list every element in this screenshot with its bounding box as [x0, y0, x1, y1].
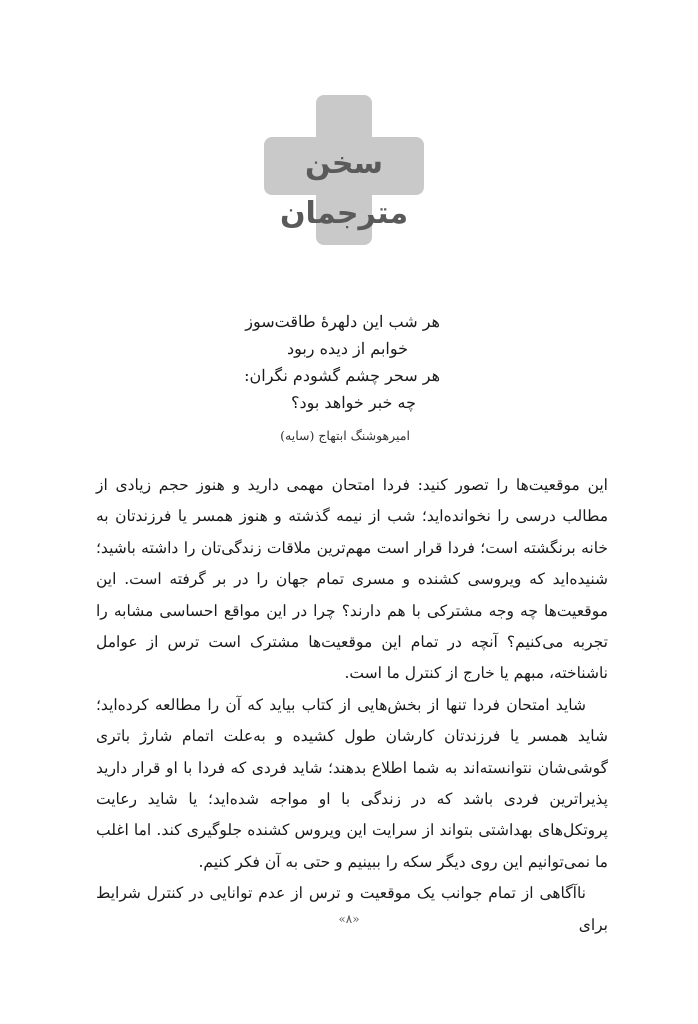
poem-line: هر سحر چشم گشودم نگران: [244, 366, 440, 385]
page-number: «۸» [338, 912, 360, 926]
page-title: سخن مترجمان [279, 146, 409, 231]
poem-line: خوابم از دیده ربود [286, 339, 408, 358]
body-text [96, 470, 608, 941]
poem [140, 308, 440, 416]
paragraph: ناآگاهی از تمام جوانب یک موقعیت و ترس از عدم توانایی در کنترل شرایط برای [96, 884, 608, 934]
poem-line: هر شب این دلهرهٔ طاقت‌سوز [245, 312, 440, 331]
paragraph: این موقعیت‌ها را تصور کنید: فردا امتحان مهمی دارید و هنوز حجم زیادی از مطالب درسی را نخوانده‌اید؛ شب از نیمه گذشته و هنوز همسر یا فرزندتان به خانه برنگشته است؛ فردا قرار است مهم‌ترین ملاقات زندگی‌تان را داشته باشید؛ شنیده‌اید که ویروسی کشنده و مسری تمام جهان را در بر گرفته است. این موقعیت‌ها چه وجه مشترکی با هم دارند؟ چرا در این مواقع احساسی مشابه را تجربه می‌کنیم؟ آنچه در تمام این موقعیت‌ها مشترک است ترس از عوامل ناشناخته، مبهم یا خارج از کنترل ما است. [96, 476, 608, 683]
paragraph: شاید امتحان فردا تنها از بخش‌هایی از کتاب بیاید که آن را مطالعه کرده‌اید؛ شاید همسر یا فرزندتان کارشان طول کشیده و به‌علت اتمام شارژ باتری گوشی‌شان نتوانسته‌اند به شما اطلاع بدهند؛ شاید فردی که فردا با او قرار دارید پذیراترین فردی باشد که در زندگی با او مواجه شده‌اید؛ یا شاید رعایت پروتکل‌های بهداشتی بتواند از سرایت این ویروس کشنده جلوگیری کند. اما اغلب ما نمی‌توانیم این روی دیگر سکه را ببینیم و حتی به آن فکر کنیم. [96, 695, 608, 871]
poem-line: چه خبر خواهد بود؟ [290, 393, 416, 412]
title-emblem [264, 95, 424, 245]
poem-attribution: امیرهوشنگ ابتهاج (سایه) [280, 428, 410, 443]
